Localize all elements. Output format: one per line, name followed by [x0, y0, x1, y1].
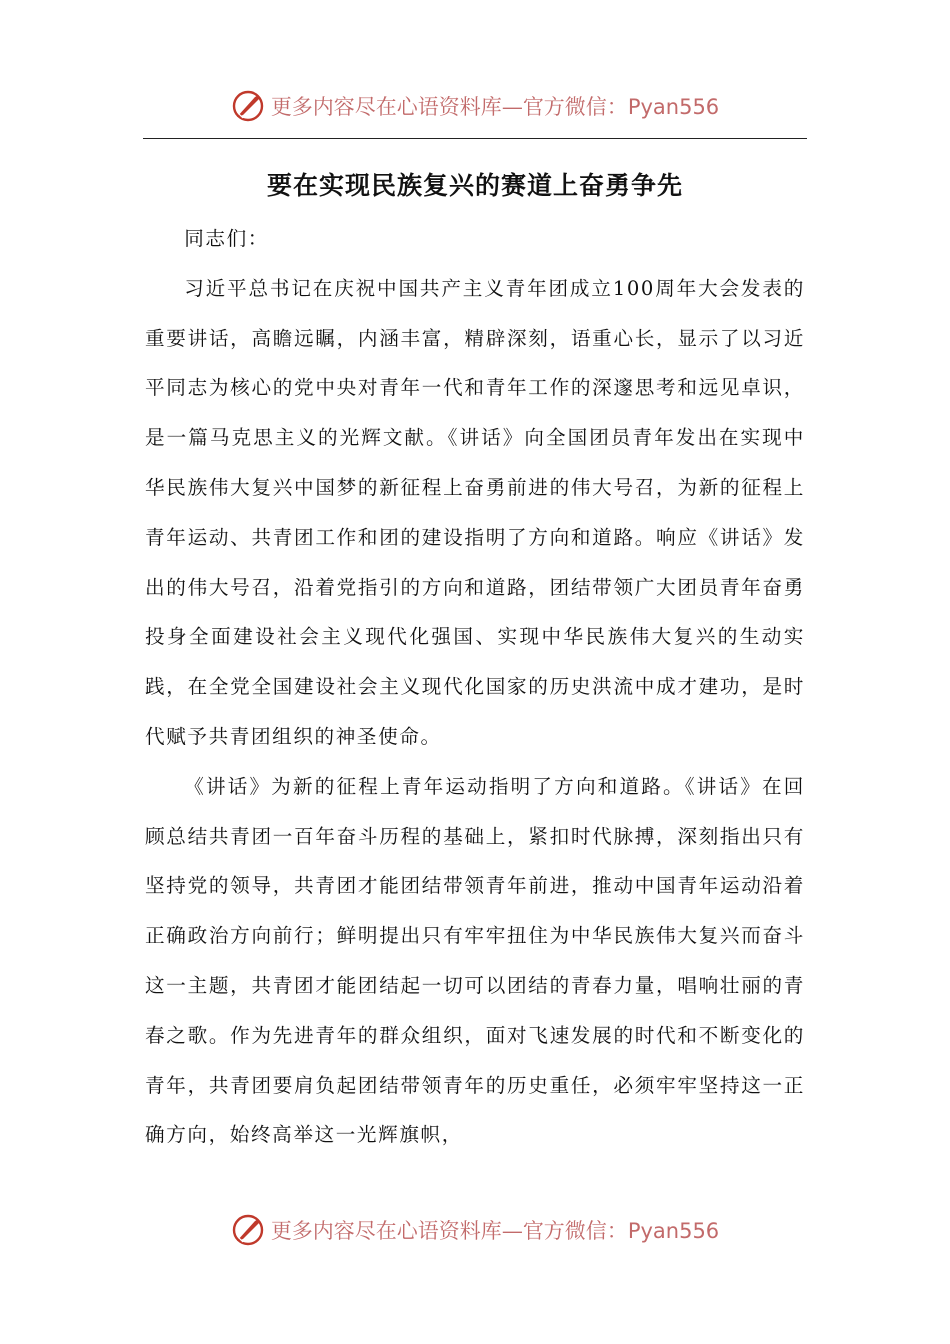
document-body — [145, 214, 805, 1160]
header-divider — [143, 138, 807, 139]
footer-banner — [0, 1208, 950, 1252]
quill-pen-logo-icon — [231, 1213, 265, 1247]
header-wechat-id: Pyan556 — [627, 95, 720, 119]
greeting: 同志们： — [184, 227, 269, 250]
header-wechat-label: 官方微信： — [522, 95, 628, 119]
paragraph-1: 习近平总书记在庆祝中国共产主义青年团成立100周年大会发表的重要讲话，高瞻远瞩，内涵丰富，精辟深刻，语重心长，显示了以习近平同志为核心的党中央对青年一代和青年工作的深邃思考和远见卓识，是一篇马克思主义的光辉文献。《讲话》向全国团员青年发出在实现中华民族伟大复兴中国梦的新征程上奋勇前进的伟大号召，为新的征程上青年运动、共青团工作和团的建设指明了方向和道路。响应《讲话》发出的伟大号召，沿着党指引的方向和道路，团结带领广大团员青年奋勇投身全面建设社会主义现代化强国、实现中华民族伟大复兴的生动实践，在全党全国建设社会主义现代化国家的历史洪流中成才建功，是时代赋予共青团组织的神圣使命。 — [145, 276, 805, 748]
header-site-text: 更多内容尽在心语资料库 — [270, 95, 502, 119]
header-banner — [0, 84, 950, 128]
header-banner-text — [271, 91, 719, 121]
paragraph-2: 《讲话》为新的征程上青年运动指明了方向和道路。《讲话》在回顾总结共青团一百年奋斗历程的基础上，紧扣时代脉搏，深刻指出只有坚持党的领导，共青团才能团结带领青年前进，推动中国青年运动沿着正确政治方向前行；鲜明提出只有牢牢扭住为中华民族伟大复兴而奋斗这一主题，共青团才能团结起一切可以团结的青春力量，唱响壮丽的青春之歌。作为先进青年的群众组织，面对飞速发展的时代和不断变化的青年，共青团要肩负起团结带领青年的历史重任，必须牢牢坚持这一正确方向，始终高举这一光辉旗帜， — [145, 774, 805, 1147]
quill-pen-logo-icon — [231, 89, 265, 123]
footer-wechat-label: 官方微信： — [522, 1219, 628, 1243]
header-separator: — — [501, 95, 523, 119]
footer-wechat-id: Pyan556 — [627, 1219, 720, 1243]
footer-banner-text — [271, 1215, 719, 1245]
document-title: 要在实现民族复兴的赛道上奋勇争先 — [266, 171, 683, 200]
footer-site-text: 更多内容尽在心语资料库 — [270, 1219, 502, 1243]
footer-separator: — — [501, 1219, 523, 1243]
